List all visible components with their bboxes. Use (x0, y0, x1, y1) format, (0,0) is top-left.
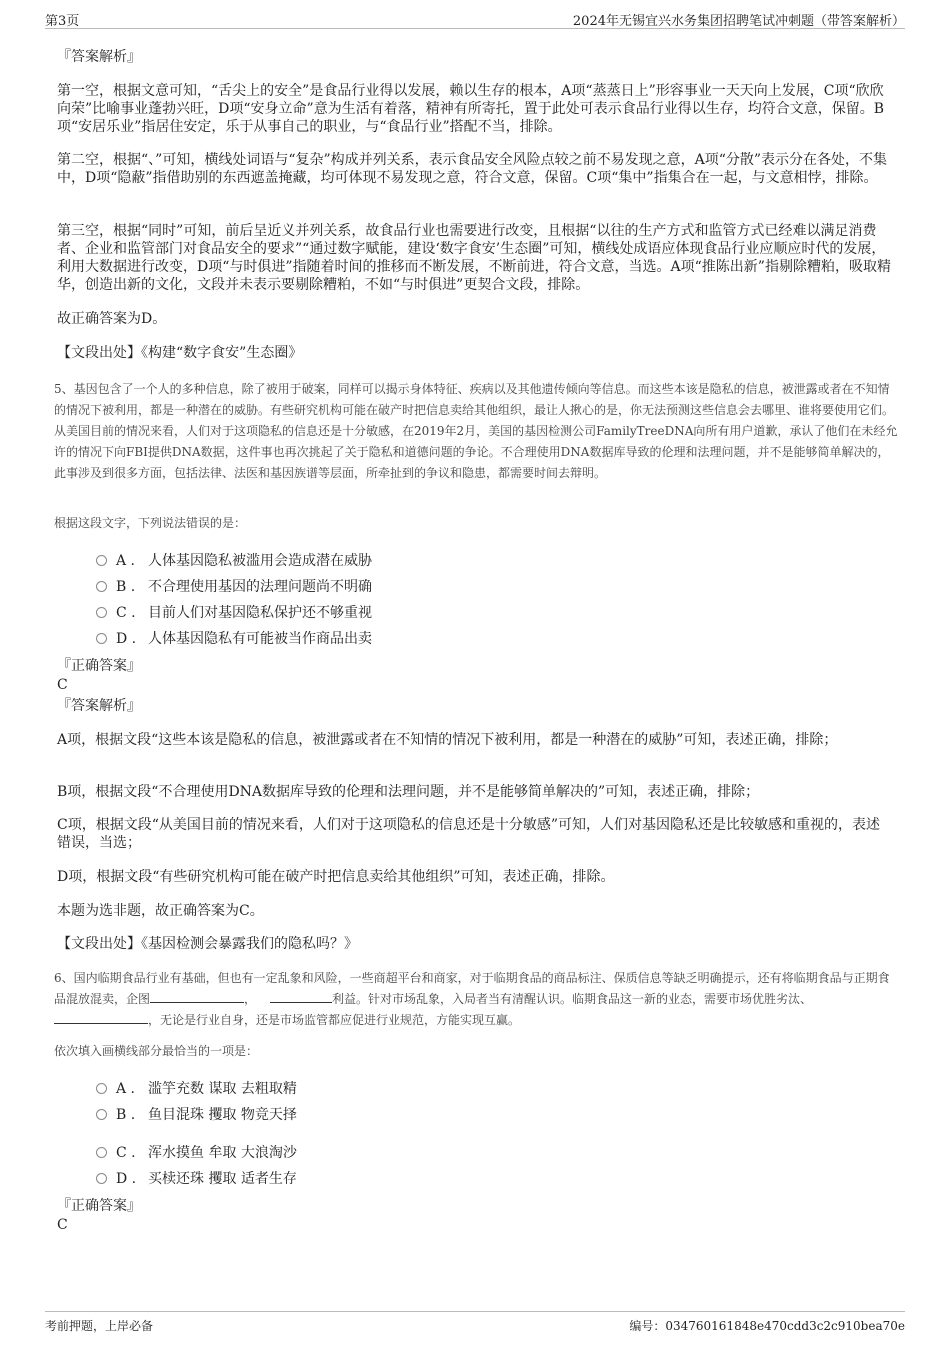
q5-answer-label: 『正确答案』 (57, 658, 141, 674)
q4-analysis-p1: 第一空，根据文意可知，“舌尖上的安全”是食品行业得以发展，赖以生存的根本，A项“蒸蒸日上”形容事业一天天向上发展，C项“欣欣向荣”比喻事业蓬勃兴旺，D项“安身立命”意为生活有着落，精神有所寄托，置于此处可表示食品行业得以生存，均符合文意，保留。B项“安居乐业”指居住安定，乐于从事自己的职业，与“食品行业”搭配不当，排除。 (57, 83, 884, 135)
option-text: 浑水摸鱼 牟取 大浪淘沙 (148, 1145, 297, 1161)
option-key: D . (116, 631, 137, 647)
radio-icon[interactable] (96, 1083, 107, 1094)
q6-answer-label: 『正确答案』 (57, 1198, 141, 1214)
radio-icon[interactable] (96, 1147, 107, 1158)
q5-prompt: 根据这段文字，下列说法错误的是： (54, 516, 247, 530)
option-text: 鱼目混珠 攫取 物竞天择 (148, 1107, 297, 1123)
radio-icon[interactable] (96, 1173, 107, 1184)
q6-option-a[interactable] (96, 1079, 297, 1099)
radio-icon[interactable] (96, 581, 107, 592)
q4-source: 【文段出处】《构建“数字食安”生态圈》 (57, 345, 303, 361)
option-key: A . (116, 1081, 136, 1097)
q5-conclusion: 本题为选非题，故正确答案为C。 (57, 903, 264, 919)
option-text: 目前人们对基因隐私保护还不够重视 (148, 605, 372, 621)
document-id: 编号：034760161848e470cdd3c2c910bea70e (629, 1319, 905, 1333)
q6-stem (54, 968, 900, 1031)
footer-slogan: 考前押题，上岸必备 (45, 1319, 154, 1333)
q5-option-b[interactable] (96, 577, 372, 597)
radio-icon[interactable] (96, 633, 107, 644)
q5-answer: C (57, 677, 68, 693)
option-key: B . (116, 1107, 136, 1123)
page-number: 第3页 (45, 14, 80, 29)
q6-stem-part-1: 6、国内临期食品行业有基础，但也有一定乱象和风险，一些商超平台和商家，对于临期食品的商品标注、保质信息等缺乏明确提示，还有将临期食品与正期食品混放混卖，企图 (54, 971, 890, 1006)
option-key: B . (116, 579, 136, 595)
page-header (45, 8, 905, 29)
document-title: 2024年无锡宜兴水务集团招聘笔试冲刺题（带答案解析） (572, 14, 905, 29)
option-key: A . (116, 553, 136, 569)
q5-option-d[interactable] (96, 629, 372, 649)
q5-source: 【文段出处】《基因检测会暴露我们的隐私吗？》 (57, 936, 358, 952)
q5-analysis-b: B项，根据文段“不合理使用DNA数据库导致的伦理和法理问题，并不是能够简单解决的”可知，表述正确，排除； (57, 784, 760, 800)
q4-analysis-p3: 第三空，根据“同时”可知，前后呈近义并列关系，故食品行业也需要进行改变，且根据“以往的生产方式和监管方式已经难以满足消费者、企业和监管部门对食品安全的要求”“通过数字赋能，建设‘数字食安’生态圈”可知，横线处成语应体现食品行业应顺应时代的发展，利用大数据进行改变，D项“与时俱进”指随着时间的推移而不断发展，不断前进，符合文意，当选。A项“推陈出新”指剔除糟粕，吸取精华，创造出新的文化，文段并未表示要剔除糟粕，不如“与时俱进”更契合文段，排除。 (57, 223, 891, 293)
q5-option-c[interactable] (96, 603, 372, 623)
blank-1 (150, 992, 244, 1003)
q4-conclusion: 故正确答案为D。 (57, 311, 167, 327)
radio-icon[interactable] (96, 555, 107, 566)
q4-analysis-p2: 第二空，根据“、”可知，横线处词语与“复杂”构成并列关系，表示食品安全风险点较之前不易发现之意，A项“分散”表示分在各处，不集中，D项“隐蔽”指借助别的东西遮盖掩藏，均可体现不易发现之意，符合文意，保留。C项“集中”指集合在一起，与文意相悖，排除。 (57, 152, 888, 186)
q6-option-b[interactable] (96, 1105, 297, 1125)
q5-analysis-label: 『答案解析』 (57, 698, 141, 714)
option-key: D . (116, 1171, 137, 1187)
q6-answer: C (57, 1217, 68, 1233)
option-text: 买椟还珠 攫取 适者生存 (148, 1171, 297, 1187)
q6-stem-part-3: 利益。针对市场乱象，入局者当有清醒认识。临期食品这一新的业态，需要市场优胜劣汰、 (332, 992, 813, 1006)
radio-icon[interactable] (96, 1109, 107, 1120)
option-text: 滥竽充数 谋取 去粗取精 (148, 1081, 297, 1097)
q5-option-a[interactable] (96, 551, 372, 571)
q6-prompt: 依次填入画横线部分最恰当的一项是： (54, 1044, 259, 1058)
q5-analysis-c: C项，根据文段“从美国目前的情况来看，人们对于这项隐私的信息还是十分敏感”可知，人们对基因隐私还是比较敏感和重视的，表述错误，当选； (57, 817, 881, 851)
q5-analysis-d: D项，根据文段“有些研究机构可能在破产时把信息卖给其他组织”可知，表述正确，排除。 (57, 869, 615, 885)
q6-stem-part-2: ， (244, 992, 257, 1006)
q5-stem: 5、基因包含了一个人的多种信息，除了被用于破案，同样可以揭示身体特征、疾病以及其他遗传倾向等信息。而这些本该是隐私的信息，被泄露或者在不知情的情况下被利用，都是一种潜在的威胁。有些研究机构可能在破产时把信息卖给其他组织，最让人揪心的是，你无法预测这些信息会去哪里、谁将要使用它们。从美国目前的情况来看，人们对于这项隐私的信息还是十分敏感，在2019年2月，美国的基因检测公司FamilyTreeDNA向所有用户道歉，承认了他们在未经允许的情况下向FBI提供DNA数据，这件事也再次挑起了关于隐私和道德问题的争论。不合理使用DNA数据库导致的伦理和法理问题，并不是能够简单解决的，此事涉及到很多方面，包括法律、法医和基因族谱等层面，所牵扯到的争议和隐患，都需要时间去辩明。 (54, 382, 898, 480)
option-key: C . (116, 605, 136, 621)
q6-option-d[interactable] (96, 1169, 297, 1189)
blank-3 (54, 1013, 148, 1024)
q6-option-c[interactable] (96, 1143, 297, 1163)
page-footer (45, 1311, 905, 1336)
option-text: 人体基因隐私有可能被当作商品出卖 (148, 631, 372, 647)
q4-analysis-label: 『答案解析』 (57, 49, 141, 65)
option-key: C . (116, 1145, 136, 1161)
option-text: 不合理使用基因的法理问题尚不明确 (148, 579, 372, 595)
q5-analysis-a: A项，根据文段“这些本该是隐私的信息，被泄露或者在不知情的情况下被利用，都是一种潜在的威胁”可知，表述正确，排除； (57, 732, 838, 748)
q6-stem-part-4: ，无论是行业自身，还是市场监管都应促进行业规范，方能实现互赢。 (148, 1013, 521, 1027)
radio-icon[interactable] (96, 607, 107, 618)
option-text: 人体基因隐私被滥用会造成潜在威胁 (148, 553, 372, 569)
blank-2 (270, 992, 332, 1003)
